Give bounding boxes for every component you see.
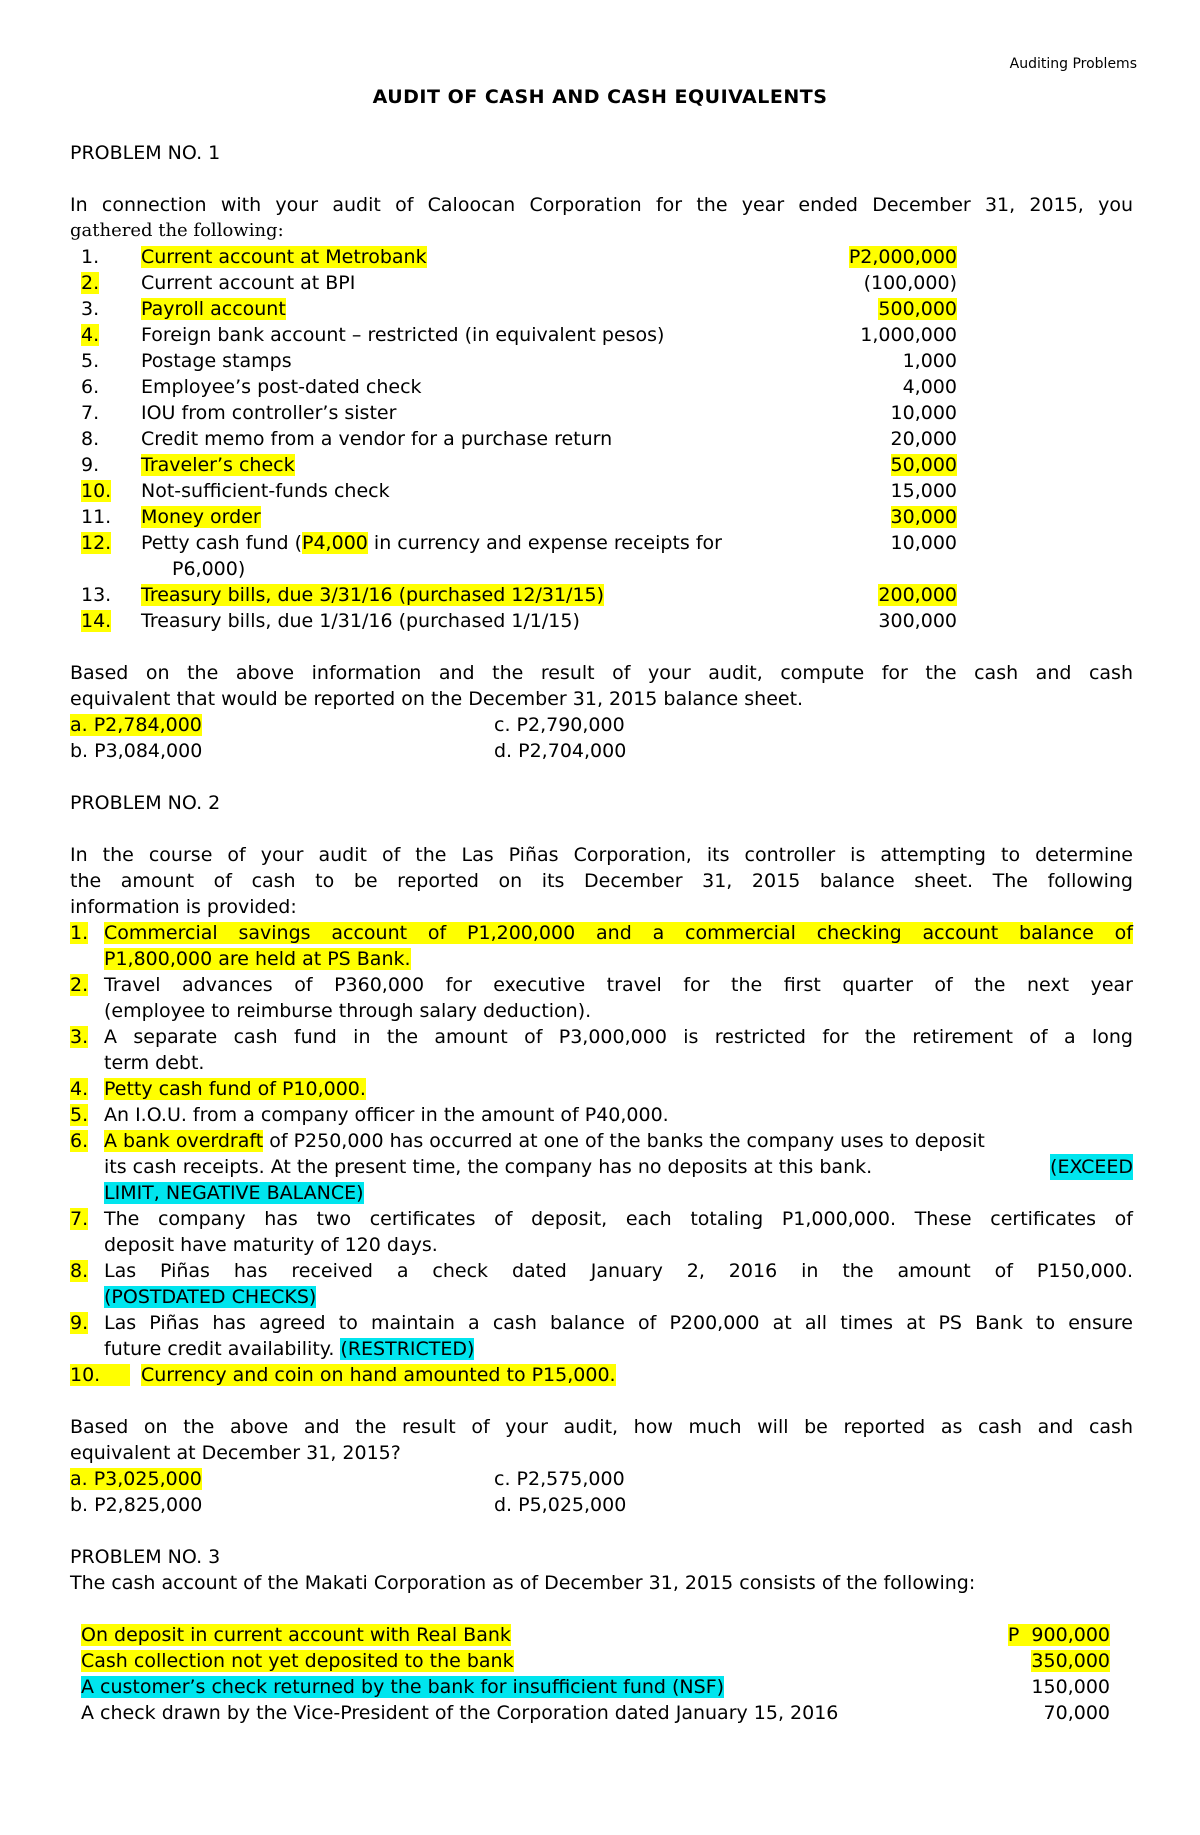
item-text: P1,800,000 are held at PS Bank. (104, 948, 411, 970)
item-amount: 10,000 (890, 402, 957, 424)
option-c: c. P2,790,000 (494, 714, 625, 736)
item-text: (employee to reimburse through salary deduction). (104, 1000, 592, 1022)
item-text (104, 1154, 1133, 1180)
problem-1-question-line-1: Based on the above information and the result of your audit, compute for the cash and cash (70, 662, 1133, 684)
item-amount: 15,000 (890, 480, 957, 502)
problem-3-intro: The cash account of the Makati Corporation as of December 31, 2015 consists of the following: (70, 1572, 976, 1594)
item-number: 7. (70, 1208, 89, 1230)
item-text-part: its cash receipts. At the present time, the company has no deposits at this bank. (104, 1156, 873, 1178)
item-amount: 70,000 (1043, 1702, 1110, 1724)
item-text: Currency and coin on hand amounted to P15,000. (141, 1364, 616, 1386)
item-label: A customer’s check returned by the bank for insufficient fund (NSF) (81, 1676, 725, 1698)
item-text: Petty cash fund of P10,000. (104, 1078, 366, 1100)
item-text: deposit have maturity of 120 days. (104, 1234, 438, 1256)
item-label: Current account at Metrobank (141, 246, 427, 268)
option-b: b. P2,825,000 (70, 1494, 203, 1516)
item-label: Foreign bank account – restricted (in equivalent pesos) (141, 324, 665, 346)
item-label: On deposit in current account with Real Bank (81, 1624, 511, 1646)
item-amount: (100,000) (863, 272, 957, 294)
item-number: 7. (81, 402, 100, 424)
item-amount: 300,000 (878, 610, 957, 632)
problem-2-intro-line-3: information is provided: (70, 896, 297, 918)
item-label (141, 530, 722, 556)
item-amount: P2,000,000 (848, 246, 957, 268)
item-number: 1. (70, 922, 89, 944)
item-number: 8. (70, 1260, 89, 1282)
item-label-part: Petty cash fund ( (141, 532, 303, 554)
item-label-part: in currency and expense receipts for (367, 532, 722, 554)
item-note: (POSTDATED CHECKS) (104, 1286, 317, 1308)
problem-2-heading: PROBLEM NO. 2 (70, 792, 221, 814)
problem-1-question-line-2: equivalent that would be reported on the December 31, 2015 balance sheet. (70, 688, 804, 710)
option-d: d. P5,025,000 (494, 1494, 627, 1516)
item-text-part: of P250,000 has occurred at one of the banks the company uses to deposit (263, 1130, 985, 1152)
item-amount: 1,000 (902, 350, 957, 372)
item-label: IOU from controller’s sister (141, 402, 397, 424)
item-label: Employee’s post-dated check (141, 376, 422, 398)
item-text: Las Piñas has agreed to maintain a cash balance of P200,000 at all times at PS Bank to ensure (104, 1312, 1133, 1334)
item-amount: 1,000,000 (860, 324, 957, 346)
option-a: a. P2,784,000 (70, 714, 202, 736)
problem-1-intro-line-1: In connection with your audit of Caloocan Corporation for the year ended December 31, 2015, you (70, 194, 1133, 216)
item-label: Traveler’s check (141, 454, 295, 476)
item-amount: 350,000 (1031, 1650, 1110, 1672)
item-number: 5. (70, 1104, 89, 1126)
item-number: 6. (81, 376, 100, 398)
item-number: 3. (70, 1026, 89, 1048)
item-number: 4. (81, 324, 100, 346)
item-amount: 50,000 (890, 454, 957, 476)
item-text: Commercial savings account of P1,200,000 and a commercial checking account balance of (104, 922, 1133, 944)
item-amount: P 900,000 (1007, 1624, 1110, 1646)
item-number: 2. (81, 272, 100, 294)
item-number: 9. (70, 1312, 89, 1334)
item-amount: 10,000 (890, 532, 957, 554)
page-title: AUDIT OF CASH AND CASH EQUIVALENTS (372, 86, 828, 108)
item-label: A check drawn by the Vice-President of the Corporation dated January 15, 2016 (81, 1702, 839, 1724)
problem-2-question-line-2: equivalent at December 31, 2015? (70, 1442, 401, 1464)
item-number: 3. (81, 298, 100, 320)
item-amount: 500,000 (878, 298, 957, 320)
item-label: Credit memo from a vendor for a purchase return (141, 428, 613, 450)
item-label: Current account at BPI (141, 272, 356, 294)
item-number: 6. (70, 1130, 89, 1152)
item-amount: 4,000 (902, 376, 957, 398)
item-text-part: future credit availability. (104, 1338, 335, 1360)
problem-2-intro-line-1: In the course of your audit of the Las Piñas Corporation, its controller is attempting to determine (70, 844, 1133, 866)
item-text (104, 1128, 1133, 1154)
item-note: LIMIT, NEGATIVE BALANCE) (104, 1182, 364, 1204)
problem-1-heading: PROBLEM NO. 1 (70, 142, 221, 164)
item-label: Cash collection not yet deposited to the bank (81, 1650, 514, 1672)
option-c: c. P2,575,000 (494, 1468, 625, 1490)
item-amount: 150,000 (1031, 1676, 1110, 1698)
item-number: 8. (81, 428, 100, 450)
item-number: 11. (81, 506, 112, 528)
item-amount: 30,000 (890, 506, 957, 528)
problem-3-heading: PROBLEM NO. 3 (70, 1546, 221, 1568)
running-header: Auditing Problems (1009, 56, 1137, 72)
item-number: 13. (81, 584, 112, 606)
item-number: 10. (70, 1364, 101, 1386)
item-text: Travel advances of P360,000 for executive travel for the first quarter of the next year (104, 974, 1133, 996)
item-highlight: A bank overdraft (104, 1130, 264, 1152)
item-text: term debt. (104, 1052, 205, 1074)
problem-1-intro-line-2: gathered the following: (70, 220, 284, 241)
item-number: 10. (81, 480, 112, 502)
item-text: The company has two certificates of deposit, each totaling P1,000,000. These certificates of (104, 1208, 1133, 1230)
item-label: Postage stamps (141, 350, 292, 372)
item-number: 12. (81, 532, 112, 554)
item-amount: 20,000 (890, 428, 957, 450)
item-label: Not-sufficient-funds check (141, 480, 390, 502)
item-amount: 200,000 (878, 584, 957, 606)
item-note: (RESTRICTED) (340, 1338, 475, 1360)
item-label-continuation: P6,000) (172, 558, 246, 580)
item-number: 14. (81, 610, 112, 632)
option-a: a. P3,025,000 (70, 1468, 202, 1490)
item-label: Money order (141, 506, 261, 528)
item-text: An I.O.U. from a company officer in the amount of P40,000. (104, 1104, 669, 1126)
item-number: 5. (81, 350, 100, 372)
item-label: Payroll account (141, 298, 286, 320)
item-number: 9. (81, 454, 100, 476)
option-b: b. P3,084,000 (70, 740, 203, 762)
option-d: d. P2,704,000 (494, 740, 627, 762)
item-text: Las Piñas has received a check dated January 2, 2016 in the amount of P150,000. (104, 1260, 1133, 1282)
item-note: (EXCEED (1050, 1156, 1133, 1178)
item-label-highlight: P4,000 (302, 532, 368, 554)
item-number: 2. (70, 974, 89, 996)
item-text: A separate cash fund in the amount of P3,000,000 is restricted for the retirement of a long (104, 1026, 1133, 1048)
item-label: Treasury bills, due 1/31/16 (purchased 1/1/15) (141, 610, 580, 632)
problem-2-question-line-1: Based on the above and the result of your audit, how much will be reported as cash and cash (70, 1416, 1133, 1438)
item-number: 1. (81, 246, 100, 268)
item-label: Treasury bills, due 3/31/16 (purchased 12/31/15) (141, 584, 605, 606)
problem-2-intro-line-2: the amount of cash to be reported on its December 31, 2015 balance sheet. The following (70, 870, 1133, 892)
item-text (104, 1336, 1133, 1362)
item-number: 4. (70, 1078, 89, 1100)
